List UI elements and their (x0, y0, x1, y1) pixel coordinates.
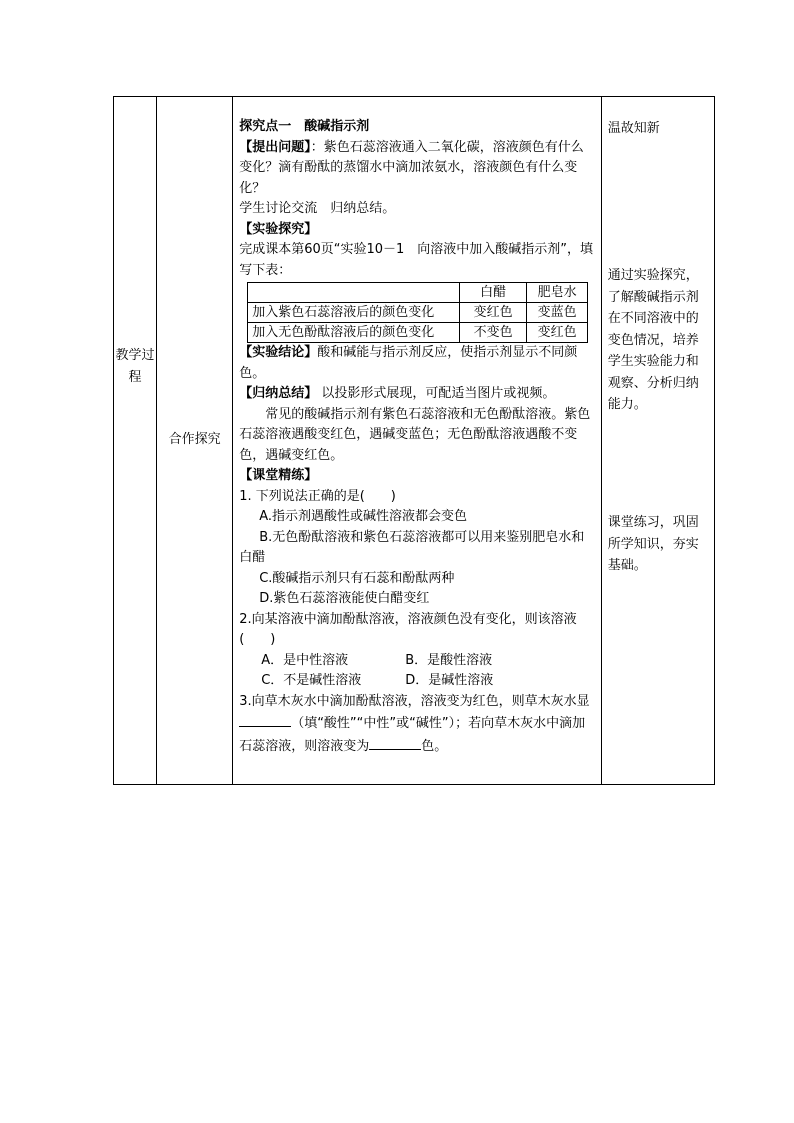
stage-label: 教学过程 (115, 348, 155, 385)
conclusion-paragraph (239, 343, 595, 384)
q3-text (239, 692, 595, 758)
conclusion-text: 酸和碱能与指示剂反应，使指示剂显示不同颜色。 (239, 345, 578, 381)
q1-option-a: A.指示剂遇酸性或碱性溶液都会变色 (259, 509, 467, 524)
q2-options-row (239, 671, 595, 692)
table-row (248, 323, 588, 343)
goal-text: 课堂练习，巩固所学知识，夯实基础。 (607, 515, 699, 573)
practice-head: 【课堂精练】 (239, 468, 318, 483)
question-paragraph (239, 138, 595, 200)
summary-text: 以投影形式展现，可配适当图片或视频。 (317, 386, 556, 401)
section-title: 探究点一 酸碱指示剂 (239, 119, 370, 134)
q3-part1: 3.向草木灰水中滴加酚酞溶液，溶液变为红色，则草木灰水显 (239, 693, 590, 709)
table-cell: 变红色 (527, 323, 588, 343)
q1-option-d: D.紫色石蕊溶液能使白醋变红 (259, 591, 430, 606)
goal-cell (601, 97, 714, 785)
experiment-text: 完成课本第60页“实验10－1 向溶液中加入酸碱指示剂”，填写下表： (239, 242, 594, 278)
q2-stem: 2.向某溶液中滴加酚酞溶液，溶液颜色没有变化，则该溶液( ) (239, 611, 577, 647)
q1-option-b: B.无色酚酞溶液和紫色石蕊溶液都可以用来鉴别肥皂水和白醋 (239, 529, 585, 565)
answer-blank (369, 735, 421, 750)
summary-head: 【归纳总结】 (239, 386, 318, 401)
table-cell: 变红色 (460, 303, 527, 323)
q2-options-row (239, 651, 595, 672)
q2-option-d: D．是碱性溶液 (405, 673, 494, 688)
indicator-table (247, 282, 588, 343)
experiment-head: 【实验探究】 (239, 221, 318, 237)
q1-option-c: C.酸碱指示剂只有石蕊和酚酞两种 (259, 570, 455, 586)
table-cell: 白醋 (460, 283, 527, 303)
content-cell (233, 97, 602, 785)
q1-stem: 1. 下列说法正确的是( ) (239, 488, 396, 504)
table-cell (248, 283, 460, 303)
question-head: 【提出问题】 (239, 139, 311, 155)
table-cell: 不变色 (460, 323, 527, 343)
q2-option-b: B．是酸性溶液 (405, 652, 493, 668)
q3-part2: （填“酸性”“中性”或“碱性”）；若向草木灰水中滴加石蕊溶液，则溶液变为 (239, 716, 586, 754)
table-cell: 变蓝色 (527, 303, 588, 323)
q3-part3: 色。 (421, 738, 448, 754)
q2-option-c: C．不是碱性溶液 (261, 673, 362, 688)
table-header-row (248, 283, 588, 303)
summary-paragraph (239, 384, 595, 405)
table-row (248, 303, 588, 323)
summary-body: 常见的酸碱指示剂有紫色石蕊溶液和无色酚酞溶液。紫色石蕊溶液遇酸变红色，遇碱变蓝色；无色酚酞溶液遇酸不变色，遇碱变红色。 (239, 406, 591, 463)
conclusion-head: 【实验结论】 (239, 345, 318, 360)
goal-text: 温故知新 (607, 121, 660, 136)
question-text: ：紫色石蕊溶液通入二氧化碳，溶液颜色有什么变化？滴有酚酞的蒸馏水中滴加浓氨水，溶液颜色有什么变化？ (239, 139, 584, 196)
table-cell: 加入无色酚酞溶液后的颜色变化 (248, 323, 460, 343)
discussion-text: 学生讨论交流 归纳总结。 (239, 201, 396, 216)
stage-cell (114, 97, 157, 785)
q2-option-a: A．是中性溶液 (261, 652, 349, 668)
goal-text: 通过实验探究，了解酸碱指示剂在不同溶液中的变色情况，培养学生实验能力和观察、分析归纳能力。 (607, 268, 699, 412)
table-cell: 加入紫色石蕊溶液后的颜色变化 (248, 303, 460, 323)
answer-blank (239, 712, 291, 727)
table-cell: 肥皂水 (527, 283, 588, 303)
method-cell (157, 97, 233, 785)
lesson-table (113, 96, 715, 785)
method-label: 合作探究 (168, 432, 221, 447)
